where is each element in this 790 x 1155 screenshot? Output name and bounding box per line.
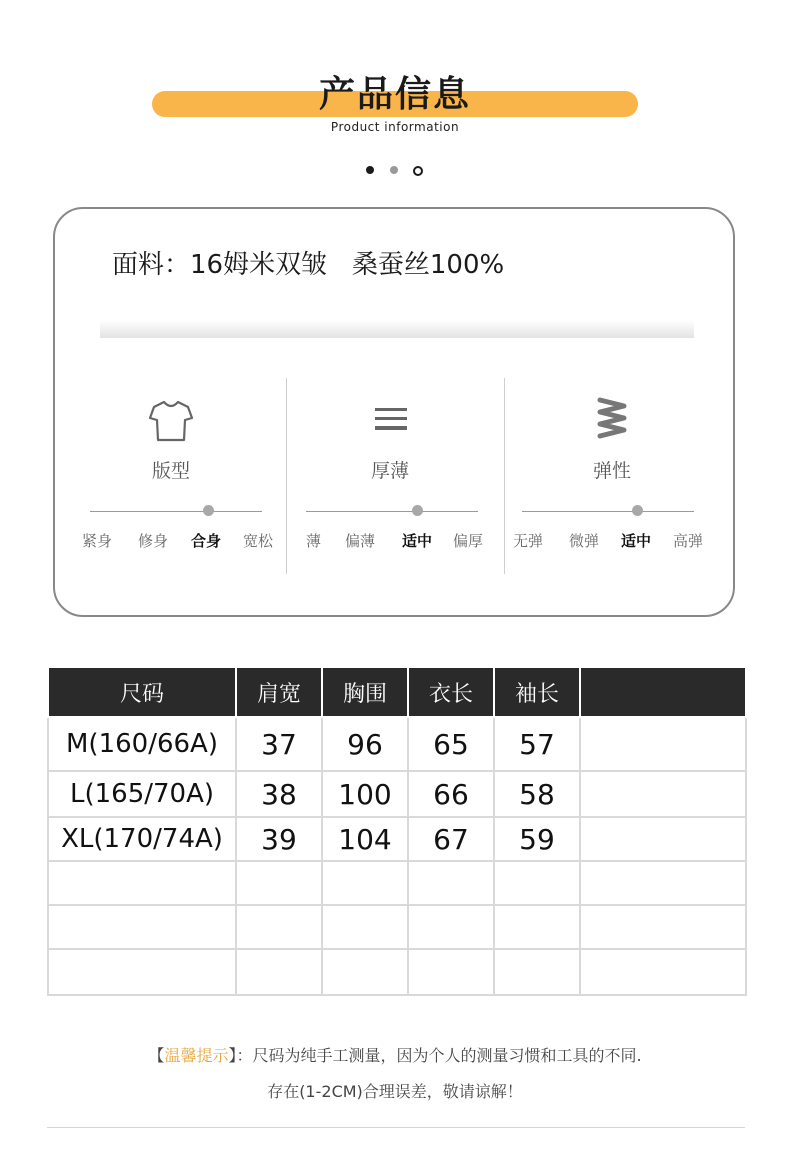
measure-cell: 96	[322, 717, 408, 771]
thickness-option: 偏厚	[453, 532, 484, 550]
size-table	[47, 666, 747, 996]
size-cell: XL(170/74A)	[48, 817, 236, 861]
page-subtitle: Product information	[330, 120, 460, 134]
fit-slider-track	[90, 511, 262, 512]
table-header-row	[48, 667, 746, 717]
fit-option: 宽松	[243, 532, 274, 550]
table-row	[48, 905, 746, 949]
spring-icon	[596, 396, 628, 446]
measure-cell: 104	[322, 817, 408, 861]
fit-slider-knob	[203, 505, 214, 516]
size-cell	[48, 949, 236, 995]
measure-cell	[408, 861, 494, 905]
measure-cell	[322, 905, 408, 949]
header-chest: 胸围	[322, 667, 408, 717]
table-row	[48, 717, 746, 771]
fit-option: 紧身	[82, 532, 113, 550]
attr-title-thickness: 厚薄	[370, 460, 409, 482]
elasticity-option-selected: 适中	[621, 532, 652, 550]
size-cell	[48, 861, 236, 905]
measure-cell: 39	[236, 817, 322, 861]
thickness-option: 薄	[306, 532, 322, 550]
pager-dot-2	[390, 166, 398, 174]
header-shoulder: 肩宽	[236, 667, 322, 717]
column-divider	[504, 378, 505, 574]
table-row	[48, 949, 746, 995]
measure-cell	[236, 949, 322, 995]
measure-cell	[580, 771, 746, 817]
measure-cell: 37	[236, 717, 322, 771]
measure-cell	[322, 949, 408, 995]
thickness-slider-track	[306, 511, 478, 512]
measure-cell	[236, 861, 322, 905]
measure-cell	[494, 949, 580, 995]
notice-bracket: 【	[148, 1046, 165, 1065]
column-divider	[286, 378, 287, 574]
notice-bracket: 】	[228, 1046, 237, 1065]
table-row	[48, 817, 746, 861]
fit-option-selected: 合身	[191, 532, 222, 550]
measure-cell	[580, 905, 746, 949]
elasticity-option: 微弹	[569, 532, 600, 550]
header-length: 衣长	[408, 667, 494, 717]
measure-cell	[236, 905, 322, 949]
size-cell	[48, 905, 236, 949]
measure-cell	[580, 861, 746, 905]
card-divider-shadow	[100, 320, 694, 338]
fabric-info: 面料：16姆米双皱 桑蚕丝100%	[112, 250, 505, 280]
measure-cell: 59	[494, 817, 580, 861]
header-empty	[580, 667, 746, 717]
tshirt-icon	[148, 398, 194, 448]
page-title: 产品信息	[318, 74, 471, 115]
measure-cell	[322, 861, 408, 905]
measure-cell: 65	[408, 717, 494, 771]
header-sleeve: 袖长	[494, 667, 580, 717]
table-row	[48, 861, 746, 905]
elasticity-option: 高弹	[673, 532, 704, 550]
elasticity-option: 无弹	[513, 532, 544, 550]
measure-cell: 67	[408, 817, 494, 861]
thickness-option-selected: 适中	[402, 532, 433, 550]
notice-line-2: 存在(1-2CM)合理误差，敬请谅解！	[267, 1082, 523, 1101]
measure-cell	[580, 717, 746, 771]
bottom-divider	[47, 1127, 745, 1128]
thickness-option: 偏薄	[345, 532, 376, 550]
notice-label: 温馨提示	[164, 1046, 229, 1065]
size-cell: M(160/66A)	[48, 717, 236, 771]
attr-title-fit: 版型	[151, 460, 190, 482]
elasticity-slider-track	[522, 511, 694, 512]
measure-cell	[494, 861, 580, 905]
measure-cell	[408, 949, 494, 995]
measure-cell	[494, 905, 580, 949]
measure-cell: 58	[494, 771, 580, 817]
measure-cell	[580, 817, 746, 861]
pager-dot-3	[413, 166, 423, 176]
measure-cell	[408, 905, 494, 949]
measure-cell: 100	[322, 771, 408, 817]
thickness-slider-knob	[412, 505, 423, 516]
pager-dot-1	[366, 166, 374, 174]
header-size: 尺码	[48, 667, 236, 717]
notice-text: ：尺码为纯手工测量，因为个人的测量习惯和工具的不同.	[236, 1046, 642, 1065]
elasticity-slider-knob	[632, 505, 643, 516]
measure-cell	[580, 949, 746, 995]
fit-option: 修身	[138, 532, 169, 550]
measure-cell: 57	[494, 717, 580, 771]
measure-cell: 66	[408, 771, 494, 817]
table-row	[48, 771, 746, 817]
size-cell: L(165/70A)	[48, 771, 236, 817]
measure-cell: 38	[236, 771, 322, 817]
thickness-lines-icon	[374, 406, 408, 436]
notice-line-1	[0, 1043, 790, 1066]
attr-title-elasticity: 弹性	[592, 460, 631, 482]
